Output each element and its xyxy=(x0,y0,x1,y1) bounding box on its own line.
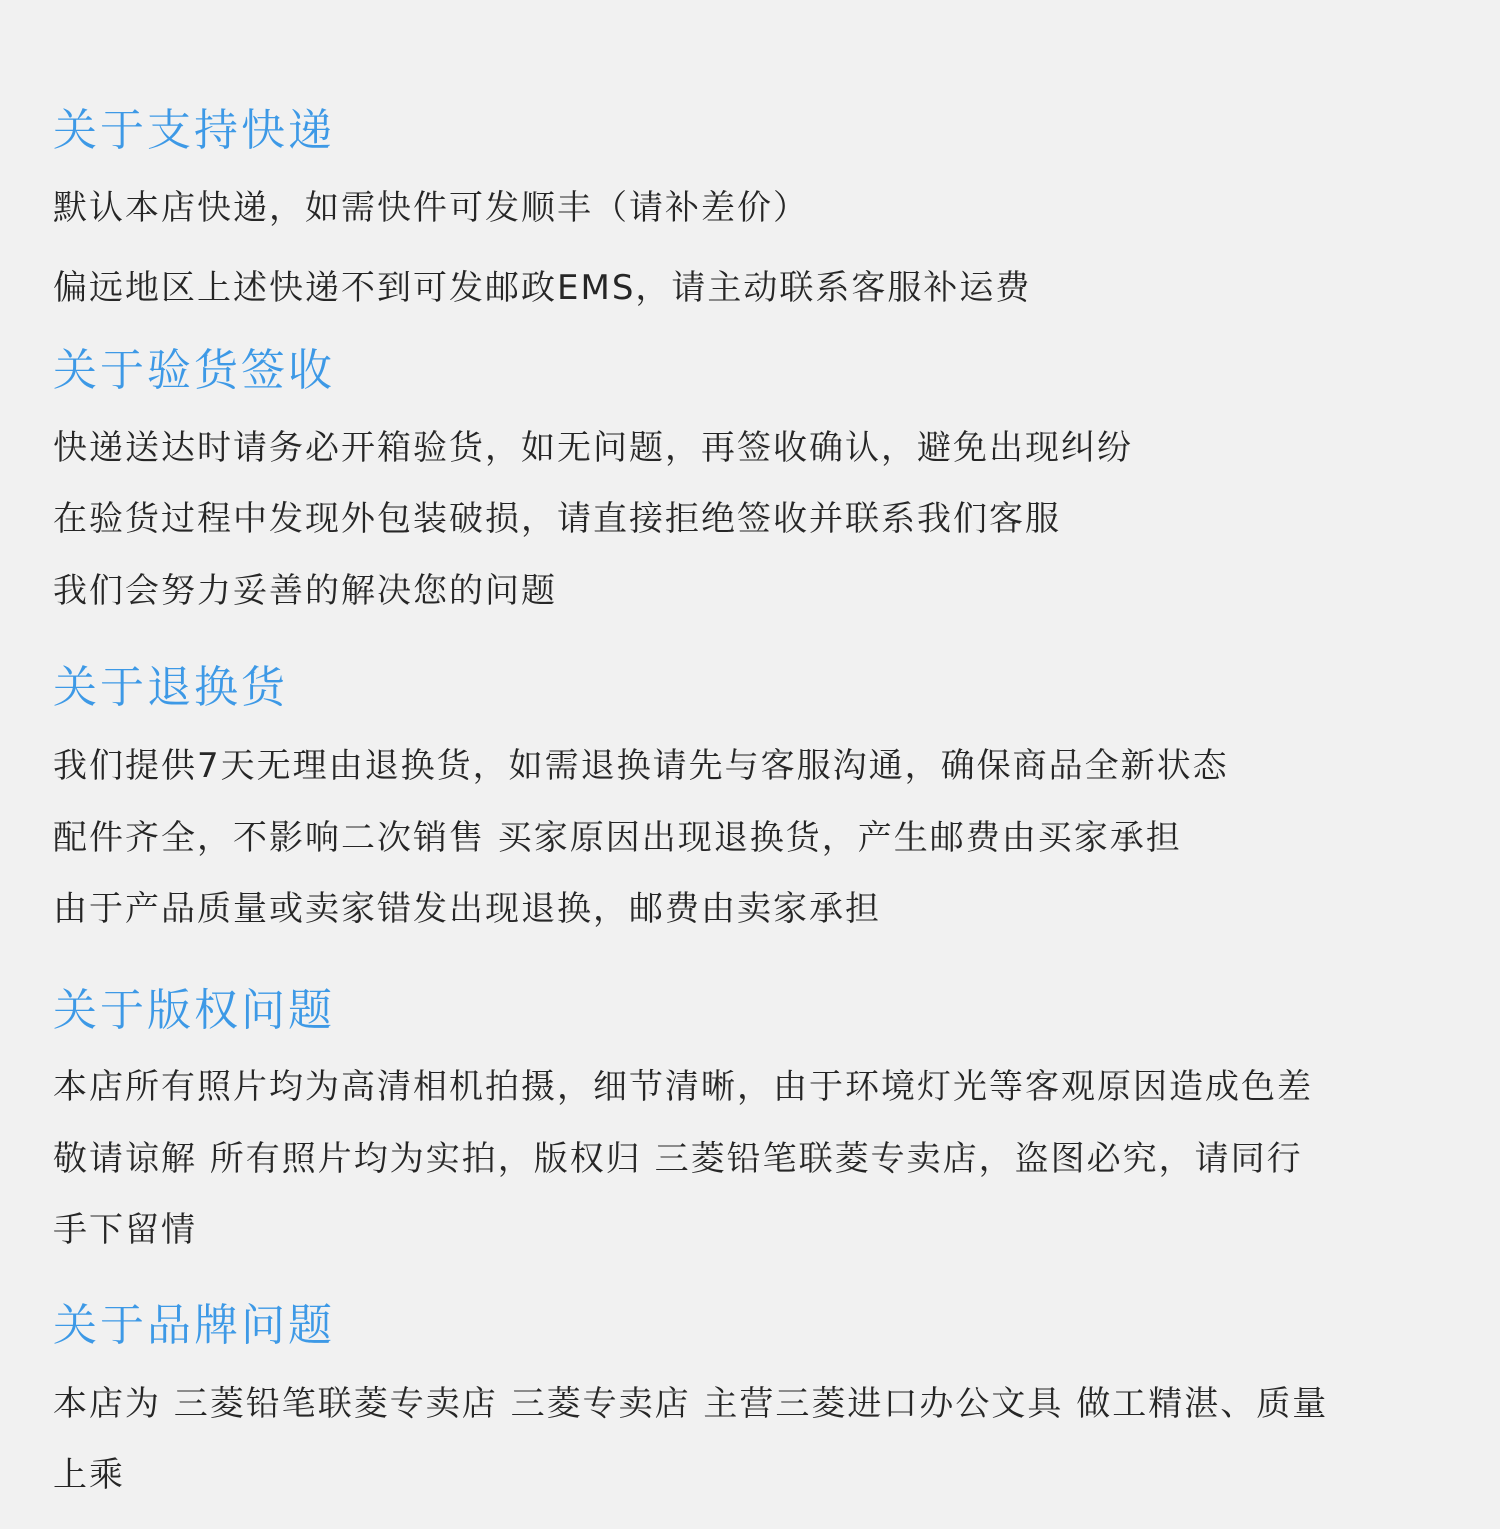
copyright-line-1: 本店所有照片均为高清相机拍摄，细节清晰，由于环境灯光等客观原因造成色差 xyxy=(53,1067,1313,1107)
returns-line-2: 配件齐全，不影响二次销售 买家原因出现退换货，产生邮费由买家承担 xyxy=(53,818,1182,858)
shipping-line-1: 默认本店快递，如需快件可发顺丰（请补差价） xyxy=(53,188,809,228)
section-title-returns: 关于退换货 xyxy=(53,662,288,713)
copyright-line-2: 敬请谅解 所有照片均为实拍，版权归 三菱铅笔联菱专卖店，盗图必究，请同行 xyxy=(53,1139,1303,1179)
returns-line-3: 由于产品质量或卖家错发出现退换，邮费由卖家承担 xyxy=(53,889,881,929)
brand-line-1: 本店为 三菱铅笔联菱专卖店 三菱专卖店 主营三菱进口办公文具 做工精湛、质量 xyxy=(53,1384,1329,1424)
inspection-line-2: 在验货过程中发现外包装破损，请直接拒绝签收并联系我们客服 xyxy=(53,499,1061,539)
inspection-line-3: 我们会努力妥善的解决您的问题 xyxy=(53,571,557,611)
section-title-inspection: 关于验货签收 xyxy=(53,345,335,396)
brand-line-2: 上乘 xyxy=(53,1455,125,1495)
inspection-line-1: 快递送达时请务必开箱验货，如无问题，再签收确认，避免出现纠纷 xyxy=(53,428,1133,468)
shipping-line-2: 偏远地区上述快递不到可发邮政EMS，请主动联系客服补运费 xyxy=(53,268,1032,308)
section-title-copyright: 关于版权问题 xyxy=(53,985,335,1036)
section-title-shipping: 关于支持快递 xyxy=(53,105,335,156)
returns-line-1: 我们提供7天无理由退换货，如需退换请先与客服沟通，确保商品全新状态 xyxy=(53,746,1229,786)
copyright-line-3: 手下留情 xyxy=(53,1210,197,1250)
section-title-brand: 关于品牌问题 xyxy=(53,1300,335,1351)
